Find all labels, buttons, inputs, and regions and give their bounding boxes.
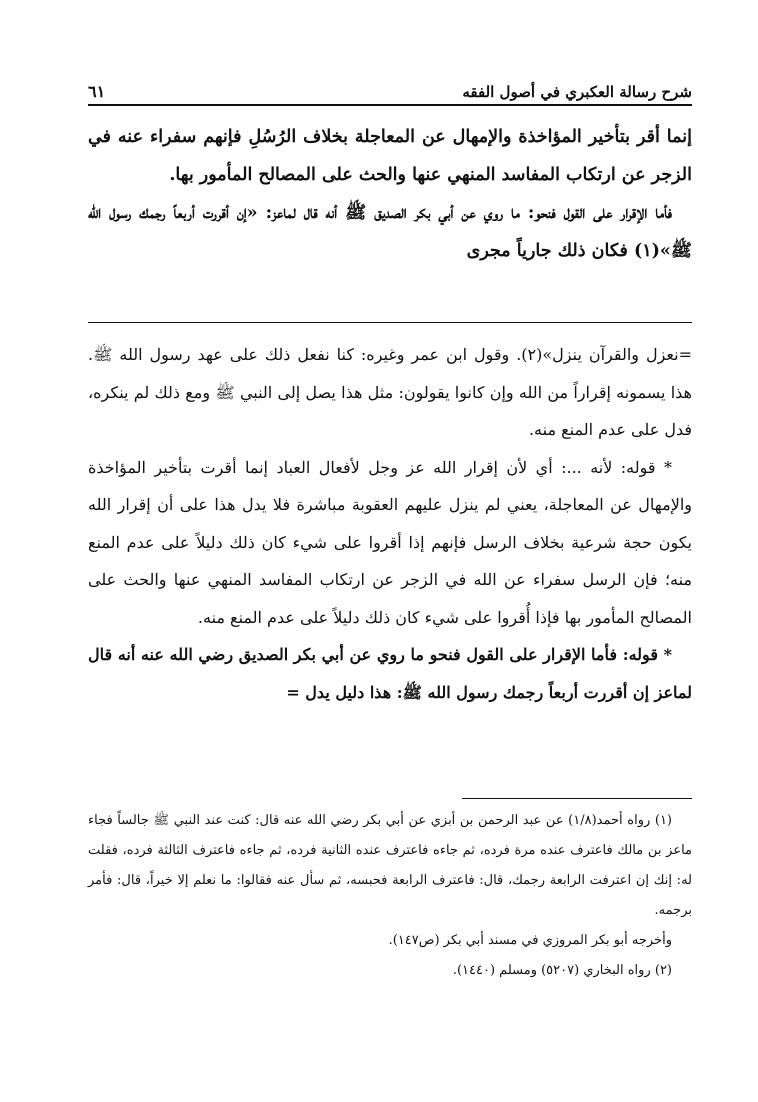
main-paragraph-2: فأما الإقرار على القول فنحو: ما روي عن أبي بكر الصديق ﷺ أنه قال لماعز: «إن أقررت أربعاً رجمك رسول الله ﷺ»(١) فكان ذلك جارياً مجرى xyxy=(88,203,692,261)
commentary-paragraph-1: =نعزل والقرآن ينزل»(٢). وقول ابن عمر وغيره: كنا نفعل ذلك على عهد رسول الله ﷺ. هذا يسمونه إقراراً من الله وإن كانوا يقولون: مثل هذا يصل إلى النبي ﷺ ومع ذلك لم ينكره، فدل على عدم المنع منه. xyxy=(88,345,693,439)
commentary-paragraph-3: * قوله: فأما الإقرار على القول فنحو ما روي عن أبي بكر الصديق رضي الله عنه أنه قال لماعز إن أقررت أربعاً رجمك رسول الله ﷺ: هذا دليل يدل = xyxy=(88,645,692,702)
page-number: ٦١ xyxy=(88,82,106,101)
page-header xyxy=(88,74,692,106)
footnotes xyxy=(88,806,692,986)
main-paragraph-1: إنما أقر بتأخير المؤاخذة والإمهال عن المعاجلة بخلاف الرُسُلِ فإنهم سفراء عنه في الزجر عن ارتكاب المفاسد المنهي عنها والحث على المصالح المأمور بها. xyxy=(88,127,692,185)
footnote-separator xyxy=(462,798,692,799)
main-text xyxy=(88,118,692,270)
footnote-1: (١) رواه أحمد(١/٨) عن عبد الرحمن بن أبزي عن أبي بكر رضي الله عنه قال: كنت عند النبي ﷺ جالساً فجاء ماعز بن مالك فاعترف عنده مرة فرده، ثم جاءه فاعترف عنده الثانية فرده، ثم جاءه فاعترف الثالثة فرده، فقلت له: إنك إن اعترفت الرابعة رجمك، قال: فاعترف الرابعة فحبسه، ثم سأل عنه فقالوا: ما نعلم إلا خيراً، قال: فأمر برجمه. xyxy=(88,813,692,918)
footnote-1-continuation: وأخرجه أبو بكر المروزي في مسند أبي بكر (ص١٤٧). xyxy=(388,933,672,948)
footnote-2: (٢) رواه البخاري (٥٢٠٧) ومسلم (١٤٤٠). xyxy=(452,963,672,978)
main-separator xyxy=(88,322,692,323)
running-title: شرح رسالة العكبري في أصول الفقه xyxy=(462,83,692,101)
commentary-text xyxy=(88,336,692,711)
commentary-paragraph-2: * قوله: لأنه ...: أي لأن إقرار الله عز وجل لأفعال العباد إنما أقرت بتأخير المؤاخذة والإمهال عن المعاجلة، يعني لم ينزل عليهم العقوبة مباشرة فلا يدل هذا على أن إقرار الله يكون حجة شرعية بخلاف الرسل فإنهم إذا أقروا على شيء كان ذلك دليلاً على عدم المنع منه؛ فإن الرسل سفراء عن الله في الزجر عن ارتكاب المفاسد المنهي عنها والحث على المصالح المأمور بها فإذا أُقروا على شيء كان ذلك دليلاً على عدم المنع منه. xyxy=(88,457,692,627)
